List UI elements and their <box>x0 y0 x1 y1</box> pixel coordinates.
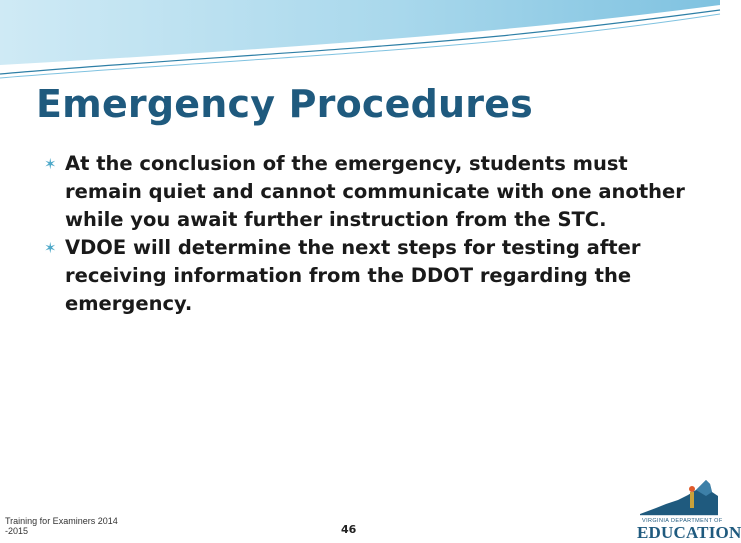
slide-number: 46 <box>341 523 357 536</box>
footer-line-2: -2015 <box>5 526 29 536</box>
slide-title: Emergency Procedures <box>36 82 533 126</box>
bullet-item <box>44 150 694 234</box>
teal-bullet-icon: ✶ <box>44 239 57 257</box>
logo-caption: VIRGINIA DEPARTMENT OF <box>642 518 723 524</box>
teal-bullet-icon: ✶ <box>44 155 57 173</box>
bullet-text: VDOE will determine the next steps for testing after receiving information from the DDOT regarding the emergency. <box>65 236 641 315</box>
footer-line-1: Training for Examiners 2014 <box>5 516 118 526</box>
bullet-text: At the conclusion of the emergency, students must remain quiet and cannot communicate with one another while you await further instruction from the STC. <box>65 152 685 231</box>
footer-caption <box>5 516 118 536</box>
bullet-list <box>44 150 694 318</box>
bullet-item <box>44 234 694 318</box>
header-wave-decoration <box>0 0 720 80</box>
logo-wordmark: EDUCATION <box>637 523 741 542</box>
